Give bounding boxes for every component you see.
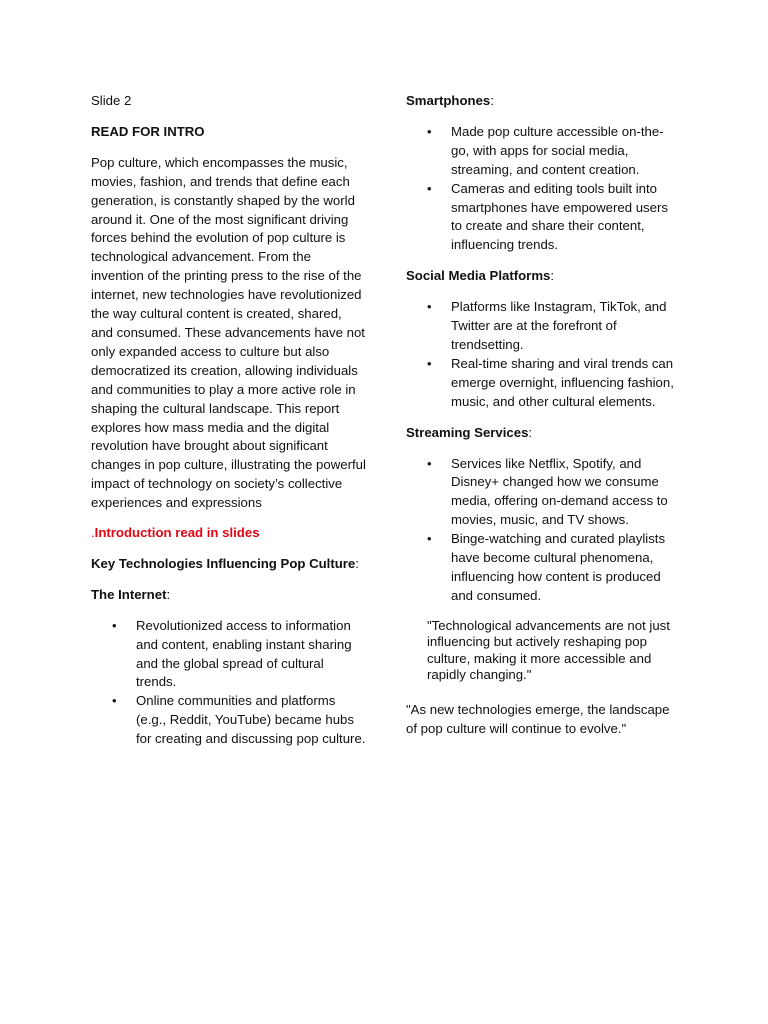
internet-heading-text: The Internet xyxy=(91,586,167,602)
list-item xyxy=(91,617,366,693)
right-column xyxy=(406,92,678,738)
streaming-services-heading xyxy=(406,424,678,443)
key-technologies-heading xyxy=(91,555,366,574)
slide-label: Slide 2 xyxy=(91,93,132,108)
social-media-heading-colon: : xyxy=(550,268,555,284)
list-item-text: Platforms like Instagram, TikTok, and Twitter are at the forefront of trendsetting. xyxy=(451,299,667,352)
list-item xyxy=(91,692,366,749)
bullet-icon: • xyxy=(427,123,432,139)
streaming-services-bullet-list xyxy=(406,455,678,606)
list-item-text: Real-time sharing and viral trends can emerge overnight, influencing fashion, music, and other cultural elements. xyxy=(451,355,674,409)
list-item-text: Made pop culture accessible on-the-go, with apps for social media, streaming, and content creation. xyxy=(451,123,664,177)
bullet-icon: • xyxy=(427,299,432,315)
streaming-services-heading-colon: : xyxy=(528,424,533,440)
introduction-note xyxy=(91,524,366,543)
internet-heading-colon: : xyxy=(166,586,171,602)
list-item-text: Cameras and editing tools built into smartphones have empowered users to create and share their content, influencing trends. xyxy=(451,180,668,253)
list-item xyxy=(406,180,678,256)
streaming-services-heading-text: Streaming Services xyxy=(406,424,529,440)
smartphones-heading xyxy=(406,92,678,111)
list-item xyxy=(406,355,678,412)
internet-bullet-list xyxy=(91,617,366,749)
read-for-intro-label: READ FOR INTRO xyxy=(91,123,205,139)
social-media-bullet-list xyxy=(406,298,678,411)
bullet-icon: • xyxy=(112,693,117,709)
social-media-heading-text: Social Media Platforms xyxy=(406,268,551,284)
left-column xyxy=(91,92,366,761)
list-item-text: Binge-watching and curated playlists have become cultural phenomena, influencing how content is produced and consumed. xyxy=(451,531,666,603)
list-item-text: Services like Netflix, Spotify, and Disney+ changed how we consume media, offering on-demand access to movies, music, and TV shows. xyxy=(451,455,668,528)
introduction-note-text: Introduction read in slides xyxy=(94,525,260,541)
smartphones-heading-text: Smartphones xyxy=(406,93,491,108)
social-media-heading xyxy=(406,267,678,286)
internet-heading xyxy=(91,586,366,605)
bullet-icon: • xyxy=(427,531,432,547)
list-item xyxy=(406,298,678,355)
key-technologies-heading-text: Key Technologies Influencing Pop Culture xyxy=(91,555,356,571)
list-item-text: Online communities and platforms (e.g., Reddit, YouTube) became hubs for creating and discussing pop culture. xyxy=(136,693,366,747)
list-item xyxy=(406,123,678,180)
smartphones-heading-colon: : xyxy=(490,93,494,108)
list-item xyxy=(406,530,678,606)
bullet-icon: • xyxy=(112,617,117,633)
intro-paragraph: Pop culture, which encompasses the music, movies, fashion, and trends that define each generation, is constantly shaped by the world around it. One of the most significant driving forces behind the evolution of pop culture is technological advancement. From the invention of the printing press to the rise of the internet, new technologies have revolutionized the way cultural content is created, shared, and consumed. These advancements have not only expanded access to culture but also democratized its creation, allowing individuals and communities to play a more active role in shaping the cultural landscape. This report explores how mass media and the digital revolution have brought about significant changes in pop culture, illustrating the powerful impact of technology on society’s collective experiences and expressions xyxy=(91,154,366,511)
smartphones-bullet-list xyxy=(406,123,678,255)
bullet-icon: • xyxy=(427,455,432,471)
bullet-icon: • xyxy=(427,355,432,371)
bullet-icon: • xyxy=(427,180,432,196)
list-item-text: Revolutionized access to information and content, enabling instant sharing and the global spread of cultural trends. xyxy=(136,617,352,690)
list-item xyxy=(406,455,678,531)
key-technologies-heading-colon: : xyxy=(355,555,359,571)
quote-technological-advancements: "Technological advancements are not just influencing but actively reshaping pop culture, making it more accessible and rapidly changing." xyxy=(427,617,670,683)
introduction-note-prefix: . xyxy=(91,525,95,541)
quote-new-technologies: "As new technologies emerge, the landscape of pop culture will continue to evolve." xyxy=(406,701,670,736)
